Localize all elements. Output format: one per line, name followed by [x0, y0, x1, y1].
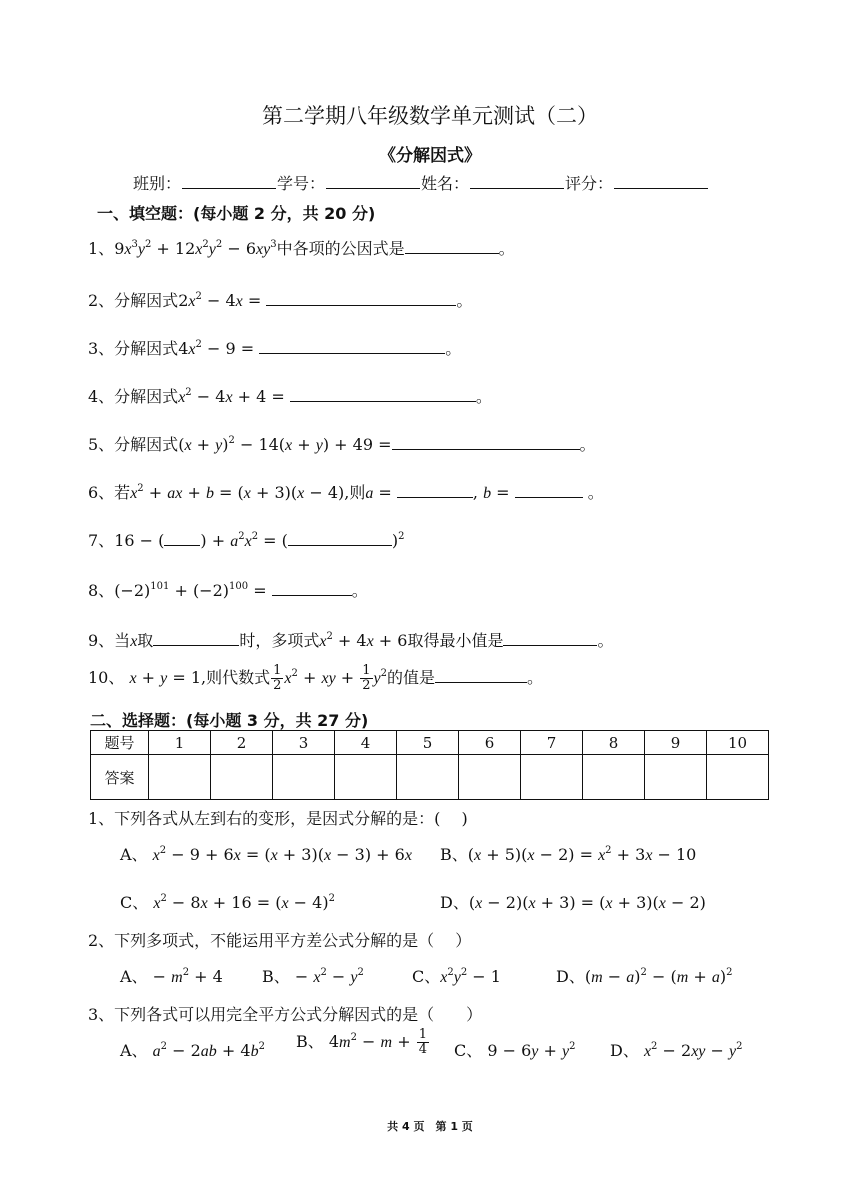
fill-question-9: 9、当x取 时，多项式$x^2 + 4x + 6$取得最小值是 。 — [88, 631, 614, 650]
answer-blank[interactable] — [259, 339, 445, 354]
section-fill-heading: 一、填空题：(每小题 2 分，共 20 分) — [97, 204, 376, 223]
answer-cell[interactable] — [645, 755, 707, 800]
choice-3-option-d[interactable]: D、 $x^2 - 2xy - y^2$ — [610, 1041, 743, 1060]
fill-question-7: 7、16 − ( ) + $a^2x^2$ = ( )$^2$ — [88, 531, 405, 550]
choice-3-option-a[interactable]: A、 $a^2 - 2ab + 4b^2$ — [120, 1041, 265, 1060]
table-col-number: 8 — [583, 731, 645, 755]
table-col-number: 9 — [645, 731, 707, 755]
fill-question-4: 4、分解因式$x^2 - 4x + 4$ = 。 — [88, 387, 492, 406]
number-blank[interactable] — [326, 174, 420, 189]
choice-1-option-b[interactable]: B、$(x + 5)(x - 2) = x^2 + 3x - 10$ — [440, 845, 697, 864]
fill-question-5: 5、分解因式$(x + y)^2 - 14(x + y) + 49$ = 。 — [88, 435, 596, 454]
answer-cell[interactable] — [149, 755, 211, 800]
page-footer: 共 4 页 第 1 页 — [387, 1120, 473, 1133]
fill-question-2: 2、分解因式$2x^2 - 4x$ = 。 — [88, 291, 473, 310]
name-blank[interactable] — [470, 174, 564, 189]
answer-blank-a[interactable] — [397, 483, 473, 498]
answer-blank-1[interactable] — [164, 531, 200, 546]
choice-1-option-a[interactable]: A、 $x^2 - 9 + 6x = (x + 3)(x - 3) + 6x$ — [120, 845, 412, 864]
table-col-number: 7 — [521, 731, 583, 755]
fill-question-10: 10、 x + y = 1,则代数式 $\frac{1}{2}$ $x^2$ + xy + $\frac{1}{2}$ $y^2$的值是 。 — [88, 663, 544, 693]
answer-cell[interactable] — [459, 755, 521, 800]
choice-question-3: 3、下列各式可以用完全平方公式分解因式的是（ ） — [88, 1005, 483, 1024]
section-choice-heading: 二、选择题：(每小题 3 分，共 27 分) — [90, 711, 369, 730]
name-label: 姓名： — [421, 174, 470, 193]
choice-1-option-d[interactable]: D、(x − 2)(x + 3) = (x + 3)(x − 2) — [440, 893, 706, 912]
choice-2-option-b[interactable]: B、 − $x^2 - y^2$ — [262, 967, 364, 986]
table-col-number: 2 — [211, 731, 273, 755]
choice-2-option-d[interactable]: D、$(m - a)^2 - (m + a)^2$ — [556, 967, 733, 986]
choice-question-2: 2、下列多项式，不能运用平方差公式分解的是（ ） — [88, 931, 472, 950]
class-blank[interactable] — [182, 174, 276, 189]
answer-blank-2[interactable] — [288, 531, 392, 546]
score-blank[interactable] — [614, 174, 708, 189]
fill-question-1: 1、$9x^3y^2 + 12x^2y^2 - 6xy^3$中各项的公因式是 。 — [88, 239, 515, 258]
answer-blank[interactable] — [392, 435, 580, 450]
answer-cell[interactable] — [273, 755, 335, 800]
answer-cell[interactable] — [211, 755, 273, 800]
fill-question-3: 3、分解因式$4x^2 - 9$ = 。 — [88, 339, 462, 358]
choice-3-option-b[interactable]: B、 $4m^2 - m$ + $\frac{1}{4}$ — [296, 1027, 427, 1057]
table-col-number: 3 — [273, 731, 335, 755]
table-col-number: 1 — [149, 731, 211, 755]
choice-question-1: 1、下列各式从左到右的变形，是因式分解的是：( ) — [88, 809, 468, 828]
score-label: 评分： — [565, 174, 614, 193]
fraction-quarter: $\frac{1}{4}$ — [418, 1027, 427, 1057]
answer-cell[interactable] — [397, 755, 459, 800]
choice-3-option-c[interactable]: C、 $9 - 6y + y^2$ — [454, 1041, 576, 1060]
answer-blank[interactable] — [405, 239, 499, 254]
answer-blank-b[interactable] — [515, 483, 583, 498]
fraction-half: $\frac{1}{2}$ — [362, 663, 371, 693]
answer-blank[interactable] — [290, 387, 476, 402]
fill-question-8: 8、$(-2)^{101} + (-2)^{100}$ = 。 — [88, 581, 368, 600]
choice-2-option-c[interactable]: C、$x^2y^2 - 1$ — [412, 967, 501, 986]
fraction-half: $\frac{1}{2}$ — [273, 663, 282, 693]
answer-cell[interactable] — [583, 755, 645, 800]
table-col-number: 6 — [459, 731, 521, 755]
table-col-number: 5 — [397, 731, 459, 755]
answer-table — [90, 730, 769, 800]
answer-blank[interactable] — [266, 291, 456, 306]
table-col-number: 10 — [707, 731, 769, 755]
answer-blank[interactable] — [272, 581, 352, 596]
page-subtitle: 《分解因式》 — [379, 146, 481, 166]
fill-question-6: 6、若$x^2$ + ax + b = (x + 3)(x − 4),则a = , b = 。 — [88, 483, 604, 502]
answer-cell[interactable] — [521, 755, 583, 800]
table-header-label: 题号 — [91, 731, 149, 755]
answer-blank-min[interactable] — [503, 631, 597, 646]
answer-blank-x[interactable] — [153, 631, 239, 646]
answer-cell[interactable] — [707, 755, 769, 800]
choice-2-option-a[interactable]: A、 − $m^2 + 4$ — [120, 967, 223, 986]
answer-blank[interactable] — [435, 668, 527, 683]
table-col-number: 4 — [335, 731, 397, 755]
student-info-line — [133, 171, 709, 194]
number-label: 学号： — [277, 174, 326, 193]
page-title: 第二学期八年级数学单元测试（二） — [262, 104, 598, 128]
choice-1-option-c[interactable]: C、 $x^2 - 8x + 16 = (x - 4)^2$ — [120, 893, 335, 912]
answer-cell[interactable] — [335, 755, 397, 800]
class-label: 班别： — [133, 174, 182, 193]
table-answer-label: 答案 — [91, 755, 149, 800]
